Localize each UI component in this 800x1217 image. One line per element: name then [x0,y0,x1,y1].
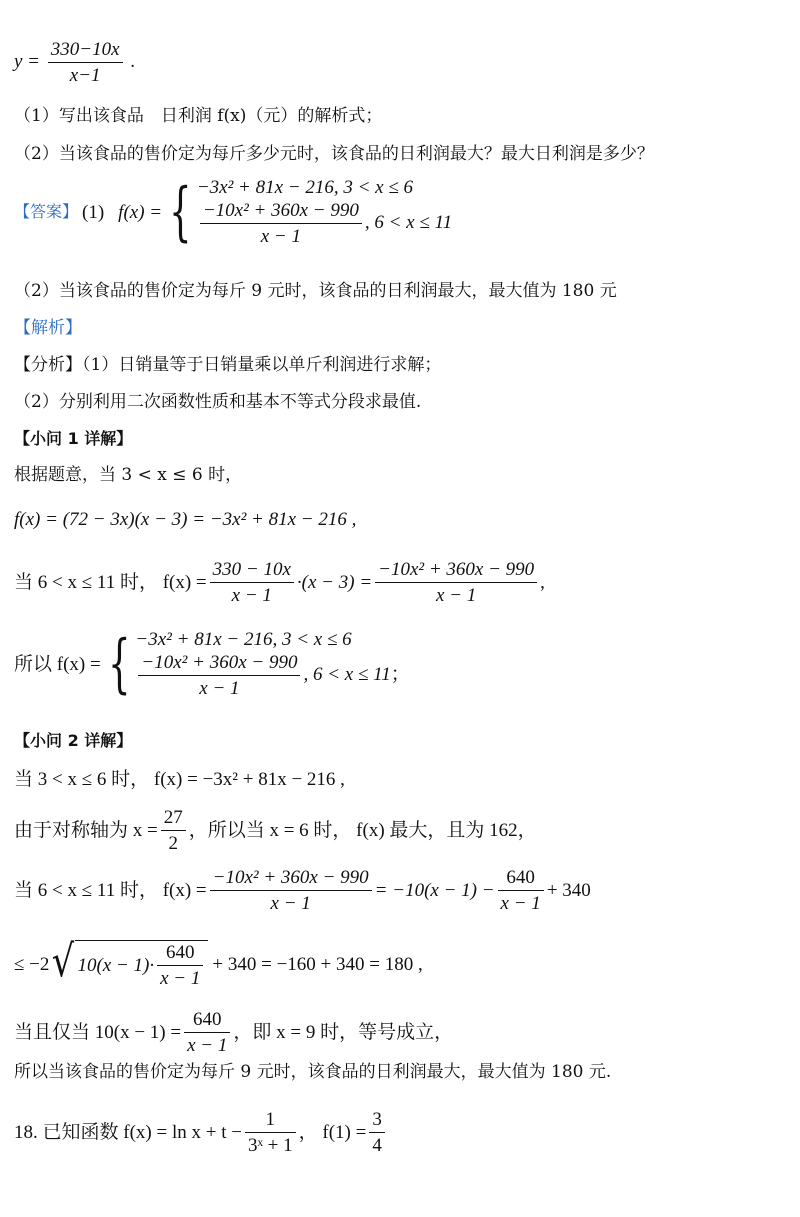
sub2-l3-num1: −10x² + 360x − 990 [210,868,372,891]
sub2-l4-suffix: + 340 = −160 + 340 = 180 , [212,953,423,975]
sub2-line-1: 当 3 < x ≤ 6 时， f(x) = −3x² + 81x − 216 , [14,769,345,790]
sub2-l4-radicand-num: 640 [157,943,203,966]
sub2-l5-denominator: x − 1 [187,1035,228,1056]
sub2-l4-radicand-prefix: 10(x − 1)· [77,955,155,976]
analysis-line-1: 【分析】（1）日销量等于日销量乘以单斤利润进行求解； [14,355,442,375]
answer-part1-label: (1) [82,201,105,223]
square-root [49,936,208,989]
sub1-l3-tail: , [540,572,545,593]
question-2: （2）当该食品的售价定为每斤多少元时，该食品的日利润最大？最大日利润是多少？ [14,144,654,164]
sub1-heading: 【小问 1 详解】 [14,429,133,448]
sub1-l4-case2-denominator: x − 1 [199,678,240,699]
sub2-l3-prefix: 当 6 < x ≤ 11 时， f(x) = [14,880,207,901]
intro-tail: . [130,50,136,72]
analysis-tag: 【解析】 [14,318,82,338]
answer-case2-denominator: x − 1 [260,226,301,247]
sub2-line-4 [14,936,423,989]
answer-part-2: （2）当该食品的售价定为每斤 9 元时，该食品的日利润最大，最大值为 180 元 [14,281,617,301]
sub1-l3-prefix: 当 6 < x ≤ 11 时， f(x) = [14,572,207,593]
sub1-l4-case-1: −3x² + 81x − 216, 3 < x ≤ 6 [135,629,352,650]
sub2-l5-numerator: 640 [184,1010,230,1033]
analysis-line-2: （2）分别利用二次函数性质和基本不等式分段求最值. [14,392,422,412]
sub2-heading: 【小问 2 详解】 [14,731,133,750]
sub1-l3-den1: x − 1 [231,585,272,606]
sub2-line-5 [14,1010,453,1055]
sub1-l4-case2-condition: , 6 < x ≤ 11 [303,663,391,685]
sub2-l4-radicand-den: x − 1 [160,968,201,989]
sub2-l3-tail: + 340 [546,880,591,901]
sub1-l3-den2: x − 1 [436,585,477,606]
sub2-l3-den2: x − 1 [500,893,541,914]
answer-case-1: −3x² + 81x − 216, 3 < x ≤ 6 [196,177,414,198]
question-1: （1）写出该食品 日利润 f(x)（元）的解析式； [14,106,383,126]
sub2-l2-prefix: 由于对称轴为 x = [14,820,158,841]
question-18 [14,1110,388,1155]
sub1-l3-mid: ·(x − 3) = [296,572,373,593]
sub1-line-1: 根据题意，当 3 < x ≤ 6 时， [14,465,243,485]
sub1-l3-num1: 330 − 10x [210,560,294,583]
sub2-l2-numerator: 27 [161,808,186,831]
q18-value-denominator: 4 [372,1135,382,1156]
answer-case2-condition: , 6 < x ≤ 11 [364,211,453,233]
brace-icon: { [107,627,131,701]
brace-icon: { [169,175,192,249]
answer-case2-numerator: −10x² + 360x − 990 [200,201,362,224]
sub2-line-3 [14,868,591,913]
answer-part-1 [14,175,453,249]
sub2-l3-den1: x − 1 [270,893,311,914]
sub1-l3-num2: −10x² + 360x − 990 [375,560,537,583]
intro-numerator: 330−10x [48,40,123,63]
sub1-line-3 [14,560,545,605]
intro-denominator: x−1 [69,65,101,86]
sub1-l4-prefix: 所以 f(x) = [14,653,101,675]
intro-lhs: y = [14,50,41,72]
sub2-l3-num2: 640 [498,868,544,891]
sub1-line-4 [14,627,410,701]
sub2-l4-prefix: ≤ −2 [14,953,50,975]
sub2-l5-prefix: 当且仅当 10(x − 1) = [14,1022,182,1043]
sub2-l3-mid: = −10(x − 1) − [374,880,495,901]
sub1-l4-tail: ； [390,663,410,685]
q18-mid: ， f(1) = [298,1122,367,1143]
q18-numerator: 1 [245,1110,296,1133]
q18-denominator: 3ˣ + 1 [247,1135,293,1156]
q18-prefix: 18. 已知函数 f(x) = ln x + t − [14,1122,242,1143]
sub2-l2-denominator: 2 [168,833,178,854]
q18-value-numerator: 3 [369,1110,385,1133]
sub2-line-2 [14,808,537,853]
answer-tag: 【答案】 [14,202,79,221]
radical-icon: √ [52,936,75,987]
sub2-l5-suffix: ，即 x = 9 时，等号成立， [233,1022,454,1043]
sub1-l4-case2-numerator: −10x² + 360x − 990 [138,653,300,676]
sub2-l2-suffix: ，所以当 x = 6 时， f(x) 最大，且为 162， [188,820,537,841]
sub2-conclusion: 所以当该食品的售价定为每斤 9 元时，该食品的日利润最大，最大值为 180 元. [14,1062,612,1082]
intro-equation [14,40,135,85]
answer-lhs: f(x) = [118,201,163,223]
sub1-line-2: f(x) = (72 − 3x)(x − 3) = −3x² + 81x − 216 , [14,509,357,530]
